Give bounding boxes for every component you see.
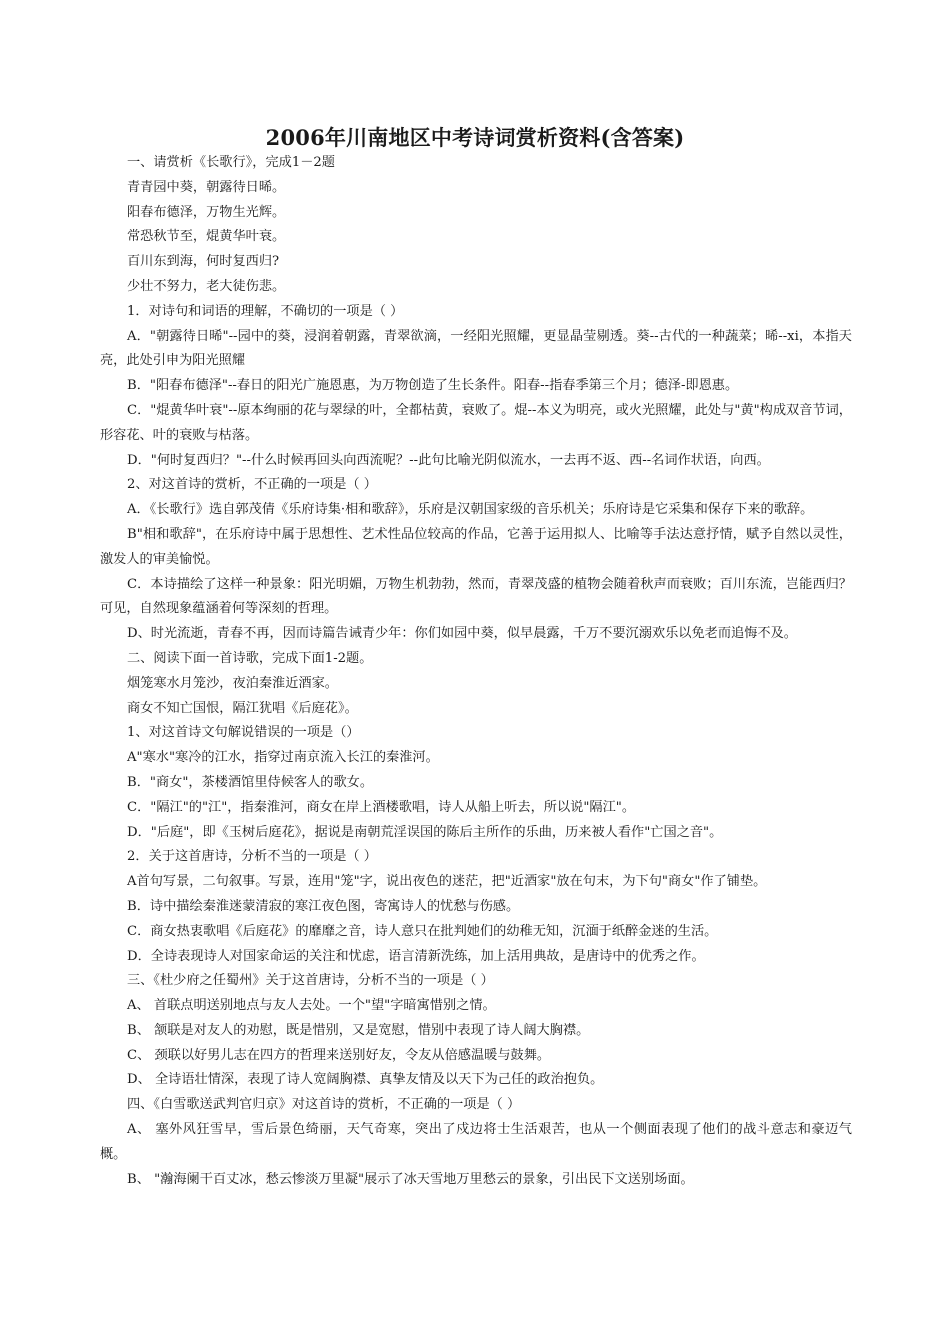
paragraph: D．"何时复西归？"--什么时候再回头向西流呢？--此句比喻光阴似流水，一去再不返、西--名词作状语，向西。: [127, 452, 770, 468]
paragraph: C．本诗描绘了这样一种景象：阳光明媚，万物生机勃勃，然而，青翠茂盛的植物会随着秋声而衰败；百川东流，岂能西归？可见，自然现象蕴涵着何等深刻的哲理。: [100, 576, 852, 617]
paragraph: 少壮不努力，老大徒伤悲。: [127, 278, 286, 294]
paragraph: C．"焜黄华叶衰"--原本绚丽的花与翠绿的叶，全都枯黄，衰败了。焜--本义为明亮，或火光照耀，此处与"黄"构成双音节词，形容花、叶的衰败与枯落。: [100, 402, 852, 443]
document-title: 2006年川南地区中考诗词赏析资料(含答案): [265, 125, 685, 150]
paragraph: 阳春布德泽，万物生光辉。: [127, 204, 286, 220]
paragraph: 二、阅读下面一首诗歌，完成下面1-2题。: [127, 650, 373, 666]
paragraph: A．"朝露待日晞"--园中的葵，浸润着朝露，青翠欲滴，一经阳光照耀，更显晶莹剔透。葵--古代的一种蔬菜；晞--xi，本指天亮，此处引申为阳光照耀: [100, 328, 852, 369]
paragraph: D、 全诗语壮情深，表现了诗人宽阔胸襟、真挚友情及以天下为己任的政治抱负。: [127, 1072, 604, 1088]
paragraph: B"相和歌辞"，在乐府诗中属于思想性、艺术性品位较高的作品，它善于运用拟人、比喻等手法达意抒情，赋予自然以灵性，激发人的审美愉悦。: [100, 526, 852, 567]
paragraph: D、时光流逝，青春不再，因而诗篇告诫青少年：你们如园中葵，似早晨露，千万不要沉溺欢乐以免老而追悔不及。: [127, 626, 797, 642]
paragraph: B．"阳春布德泽"--春日的阳光广施恩惠，为万物创造了生长条件。阳春--指春季第三个月；德泽-即恩惠。: [127, 378, 739, 394]
paragraph: 1、对这首诗文句解说错误的一项是（）: [127, 725, 360, 741]
paragraph: B．"商女"，茶楼酒馆里侍候客人的歌女。: [127, 774, 374, 790]
paragraph: 2．关于这首唐诗，分析不当的一项是（ ）: [127, 849, 377, 865]
paragraph: 青青园中葵，朝露待日晞。: [127, 179, 286, 195]
paragraph: 一、请赏析《长歌行》，完成1－2题: [127, 155, 335, 170]
paragraph: 2、对这首诗的赏析，不正确的一项是（ ）: [127, 477, 377, 493]
paragraph: B．诗中描绘秦淮迷蒙清寂的寒江夜色图，寄寓诗人的忧愁与伤感。: [127, 898, 520, 914]
paragraph: C、 颈联以好男儿志在四方的哲理来送别好友，令友从倍感温暖与鼓舞。: [127, 1047, 551, 1063]
paragraph: 商女不知亡国恨，隔江犹唱《后庭花》。: [127, 700, 358, 716]
paragraph: D．"后庭"，即《玉树后庭花》，据说是南朝荒淫误国的陈后主所作的乐曲，历来被人看作"亡国之音"。: [127, 824, 723, 840]
paragraph: 三、《杜少府之任蜀州》关于这首唐诗，分析不当的一项是（ ）: [127, 973, 494, 989]
paragraph: A"寒水"寒冷的江水，指穿过南京流入长江的秦淮河。: [127, 750, 439, 766]
paragraph: A、 首联点明送别地点与友人去处。一个"望"字暗寓惜别之情。: [127, 998, 496, 1014]
paragraph: D．全诗表现诗人对国家命运的关注和忧虑，语言清新洗练，加上活用典故，是唐诗中的优秀之作。: [127, 948, 705, 964]
paragraph: C．"隔江"的"江"，指秦淮河，商女在岸上酒楼歌唱，诗人从船上听去，所以说"隔江"。: [127, 799, 636, 815]
paragraph: 烟笼寒水月笼沙，夜泊秦淮近酒家。: [127, 675, 338, 691]
paragraph: C．商女热衷歌唱《后庭花》的靡靡之音，诗人意只在批判她们的幼稚无知，沉湎于纸醉金迷的生活。: [127, 923, 718, 939]
paragraph: B、 "瀚海阑干百丈冰，愁云惨淡万里凝"展示了冰天雪地万里愁云的景象，引出民下文送别场面。: [127, 1171, 694, 1187]
paragraph: A、 塞外风狂雪早，雪后景色绮丽，天气奇寒，突出了戍边将士生活艰苦，也从一个侧面表现了他们的战斗意志和豪迈气概。: [100, 1122, 852, 1162]
document-body: [100, 151, 852, 1192]
paragraph: 常恐秋节至，焜黄华叶衰。: [127, 229, 286, 245]
paragraph: 四、《白雪歌送武判官归京》对这首诗的赏析，不正确的一项是（ ）: [127, 1097, 521, 1113]
paragraph: A首句写景，二句叙事。写景，连用"笼"字，说出夜色的迷茫，把"近酒家"放在句末，为下句"商女"作了铺垫。: [127, 874, 767, 890]
paragraph: B、 颔联是对友人的劝慰，既是惜别，又是宽慰，惜别中表现了诗人阔大胸襟。: [127, 1022, 590, 1038]
paragraph: A．《长歌行》选自郭茂倩《乐府诗集·相和歌辞》，乐府是汉朝国家级的音乐机关；乐府诗是它采集和保存下来的歌辞。: [127, 502, 814, 518]
paragraph: 百川东到海，何时复西归?: [127, 254, 280, 270]
paragraph: 1．对诗句和词语的理解，不确切的一项是（ ）: [127, 303, 404, 319]
